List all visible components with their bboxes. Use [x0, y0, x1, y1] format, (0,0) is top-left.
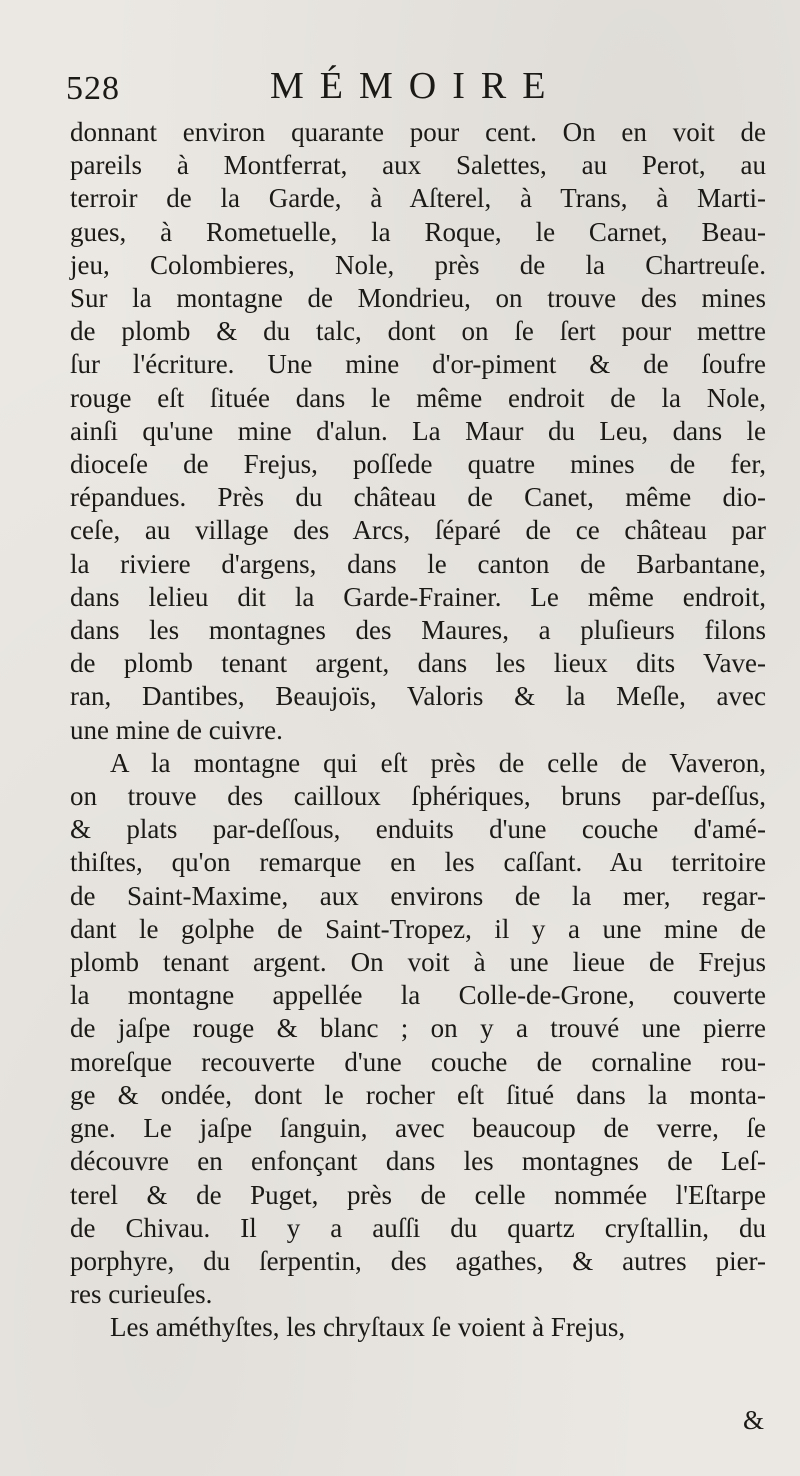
text-line: res curieuſes.	[70, 1279, 213, 1310]
paragraph	[70, 116, 766, 747]
text-line: dans lelieu dit la Garde-Frainer. Le même endroit,	[70, 581, 766, 612]
text-line: terel & de Puget, près de celle nommée l'Eſtarpe	[70, 1179, 766, 1210]
text-line: la riviere d'argens, dans le canton de Barbantane,	[70, 548, 766, 579]
paragraph	[70, 1311, 766, 1344]
text-line: de jaſpe rouge & blanc ; on y a trouvé une pierre	[70, 1013, 766, 1044]
text-line: de plomb & du talc, dont on ſe ſert pour mettre	[70, 316, 766, 347]
text-line: & plats par-deſſous, enduits d'une couche d'amé-	[70, 814, 766, 845]
text-line: dans les montagnes des Maures, a pluſieurs filons	[70, 615, 766, 646]
text-line: rouge eſt ſituée dans le même endroit de la Nole,	[70, 382, 766, 413]
text-line: gne. Le jaſpe ſanguin, avec beaucoup de verre, ſe	[70, 1113, 766, 1144]
text-line: ceſe, au village des Arcs, ſéparé de ce château par	[70, 515, 766, 546]
text-line: de Chivau. Il y a auſſi du quartz cryſtallin, du	[70, 1212, 766, 1243]
text-line: donnant environ quarante pour cent. On en voit de	[70, 117, 766, 147]
text-line: pareils à Montferrat, aux Salettes, au Perot, au	[70, 150, 766, 181]
text-line: la montagne appellée la Colle-de-Grone, couverte	[70, 980, 766, 1011]
text-line: gues, à Rometuelle, la Roque, le Carnet, Beau-	[70, 216, 766, 247]
text-line: ainſi qu'une mine d'alun. La Maur du Leu, dans le	[70, 415, 766, 446]
text-line: on trouve des cailloux ſphériques, bruns par-deſſus,	[70, 781, 766, 812]
paragraph	[70, 747, 766, 1311]
page-header	[66, 60, 766, 116]
text-line: porphyre, du ſerpentin, des agathes, & autres pier-	[70, 1245, 766, 1276]
text-line: de Saint-Maxime, aux environs de la mer, regar-	[70, 880, 766, 911]
text-line: une mine de cuivre.	[70, 714, 283, 745]
page-number: 528	[66, 70, 120, 107]
text-line: découvre en enfonçant dans les montagnes de Leſ-	[70, 1146, 766, 1177]
text-line: ran, Dantibes, Beaujoïs, Valoris & la Meſle, avec	[70, 681, 766, 712]
running-title: MÉMOIRE	[270, 65, 562, 107]
text-line: moreſque recouverte d'une couche de cornaline rou-	[70, 1046, 766, 1077]
text-line: jeu, Colombieres, Nole, près de la Chartreuſe.	[70, 249, 766, 280]
text-line: dant le golphe de Saint-Tropez, il y a une mine de	[70, 913, 766, 944]
text-line: thiſtes, qu'on remarque en les caſſant. Au territoire	[70, 847, 766, 878]
text-line: ſur l'écriture. Une mine d'or-piment & de ſoufre	[70, 349, 766, 380]
text-line: Les améthyſtes, les chryſtaux ſe voient à Frejus,	[110, 1312, 626, 1343]
text-line: répandues. Près du château de Canet, même dio-	[70, 482, 766, 513]
text-line: dioceſe de Frejus, poſſede quatre mines de fer,	[70, 449, 766, 480]
text-line: A la montagne qui eſt près de celle de Vaveron,	[110, 747, 766, 778]
text-line: ge & ondée, dont le rocher eſt ſitué dans la monta-	[70, 1079, 766, 1110]
catchword: &	[742, 1405, 764, 1435]
body-text	[70, 116, 766, 1345]
text-line: terroir de la Garde, à Aſterel, à Trans, à Marti-	[70, 183, 766, 214]
text-line: plomb tenant argent. On voit à une lieue de Frejus	[70, 947, 766, 978]
text-line: Sur la montagne de Mondrieu, on trouve des mines	[70, 283, 766, 314]
text-line: de plomb tenant argent, dans les lieux dits Vave-	[70, 648, 766, 679]
